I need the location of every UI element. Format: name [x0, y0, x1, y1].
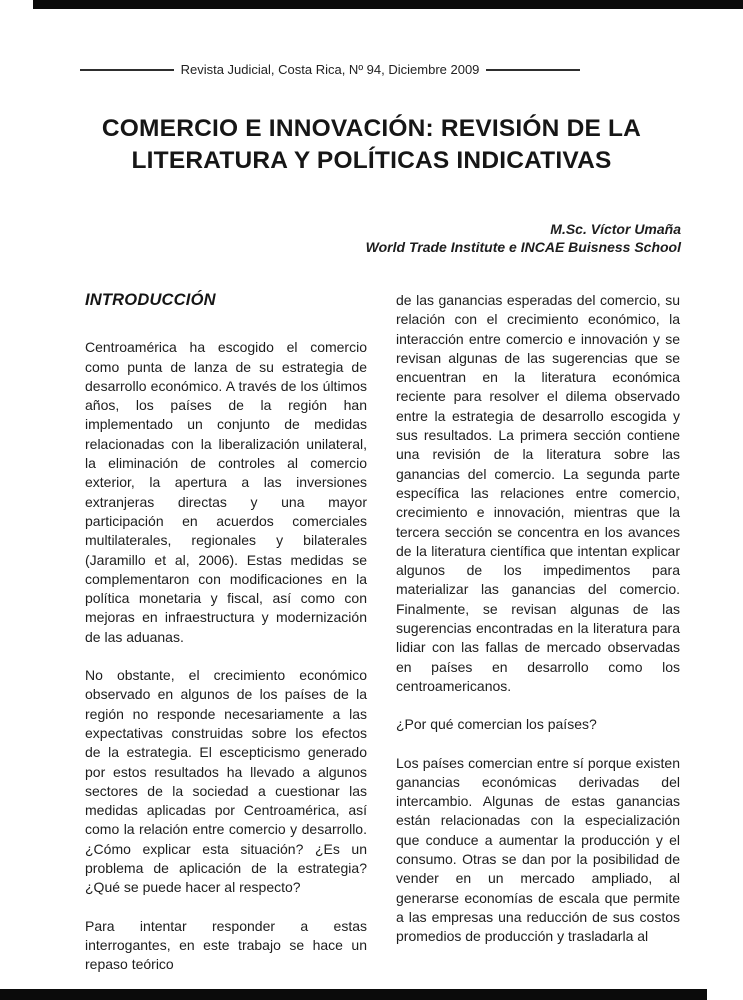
running-head-text: Revista Judicial, Costa Rica, Nº 94, Diciembre 2009	[180, 62, 480, 77]
right-column	[396, 291, 680, 947]
left-paragraph-1: Centroamérica ha escogido el comercio como punta de lanza de su estrategia de desarrollo económico. A través de los últimos años, los países de la región han implementado un conjunto de medidas relacionadas con la liberalización unilateral, la eliminación de controles al comercio exterior, la apertura a las inversiones extranjeras directas y una mayor participación en acuerdos comerciales multilaterales, regionales y bilaterales (Jaramillo et al, 2006). Estas medidas se complementaron con modificaciones en la política monetaria y fiscal, así como con mejoras en infraestructura y modernización de las aduanas.	[85, 339, 367, 645]
right-paragraph-2: Los países comercian entre sí porque existen ganancias económicas derivadas del intercambio. Algunas de estas ganancias están relacionadas con la especialización que conduce a aumentar la producción y el consumo. Otras se dan por la posibilidad de vender en un mercado ampliado, al generarse economías de escala que permite a las empresas una reducción de sus costos promedios de producción y trasladarla al	[396, 754, 680, 945]
scan-artifact-top-bar	[33, 0, 743, 9]
left-paragraph-2: No obstante, el crecimiento económico observado en algunos de los países de la región no responde necesariamente a las expectativas construidas sobre los efectos de la estrategia. El escepticismo generado por estos resultados ha llevado a algunos sectores de la sociedad a cuestionar las medidas aplicadas por Centroamérica, así como la relación entre comercio y desarrollo. ¿Cómo explicar esta situación? ¿Es un problema de aplicación de la estrategia? ¿Qué se puede hacer al respecto?	[85, 667, 367, 896]
article-title	[0, 113, 743, 177]
scan-artifact-bottom-bar	[0, 989, 707, 1000]
left-column	[85, 291, 367, 975]
article-title-line-1: COMERCIO E INNOVACIÓN: REVISIÓN DE LA	[101, 115, 642, 142]
left-paragraph-3: Para intentar responder a estas interrogantes, en este trabajo se hace un repaso teórico	[85, 917, 367, 973]
right-paragraph-1: de las ganancias esperadas del comercio, su relación con el crecimiento económico, la interacción entre comercio e innovación y se revisan algunas de las sugerencias que se encuentran en la literatura económica reciente para resolver el dilema observado entre la estrategia de desarrollo escogida y sus resultados. La primera sección contiene una revisión de la literatura sobre las ganancias del comercio. La segunda parte específica las relaciones entre comercio, crecimiento e innovación, mientras que la tercera sección se concentra en los avances de la literatura científica que intentan explicar algunos de los impedimentos para materializar las ganancias del comercio. Finalmente, se revisan algunas de las sugerencias encontradas en la literatura para lidiar con las fallas de mercado observadas en países en desarrollo como los centroamericanos.	[396, 292, 680, 694]
running-head-left-rule	[80, 69, 174, 71]
section-heading-introduccion: INTRODUCCIÓN	[85, 291, 216, 309]
article-title-line-2: LITERATURA Y POLÍTICAS INDICATIVAS	[131, 147, 612, 174]
running-head-right-rule	[486, 69, 580, 71]
author-affiliation: World Trade Institute e INCAE Buisness School	[365, 238, 681, 255]
author-block	[231, 221, 681, 256]
author-name: M.Sc. Víctor Umaña	[550, 221, 681, 237]
subsection-question: ¿Por qué comercian los países?	[396, 716, 597, 733]
running-head	[80, 62, 580, 77]
